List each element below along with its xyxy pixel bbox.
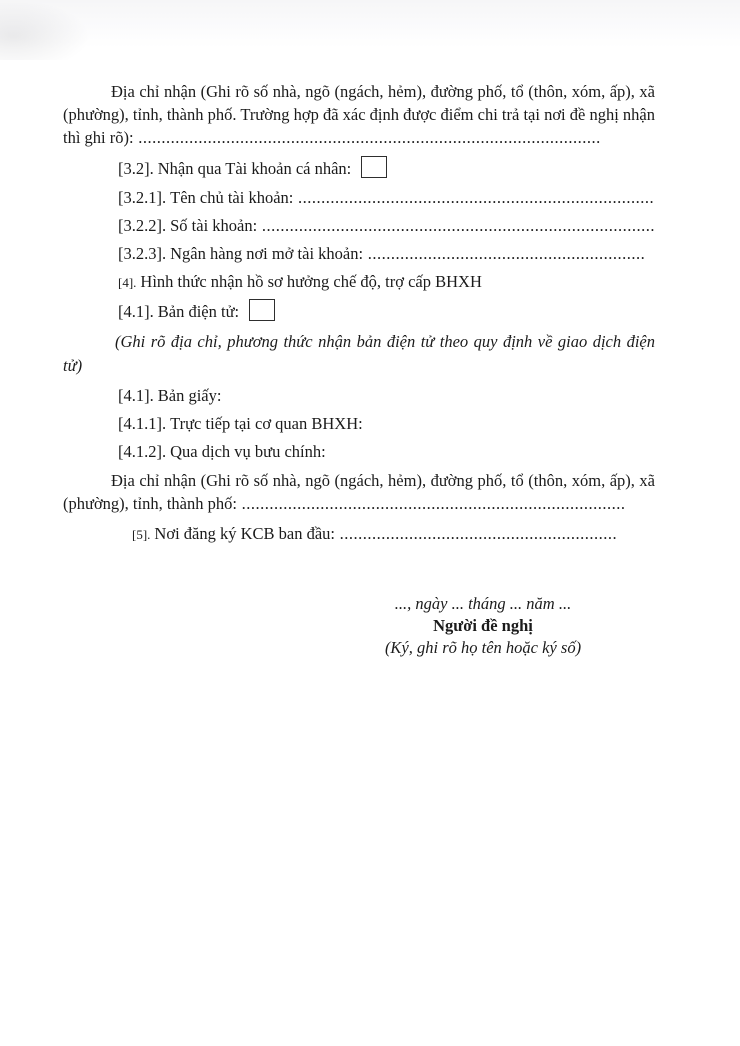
item-4-1-electronic-copy: [63, 299, 655, 323]
item-5-fill-line: ............................................................: [335, 524, 618, 543]
signature-instruction: (Ký, ghi rõ họ tên hoặc ký số): [384, 638, 582, 657]
form-content: [63, 80, 655, 658]
item-4-1-1-label: Trực tiếp tại cơ quan BHXH:: [170, 414, 363, 433]
item-3-2-label: Nhận qua Tài khoản cá nhân:: [157, 159, 352, 178]
address-paragraph-1: [63, 80, 655, 149]
item-3-2-2-number: [3.2.2].: [118, 216, 167, 235]
item-3-2-3-fill-line: ............................................................: [363, 244, 646, 263]
signature-block: [333, 593, 633, 658]
item-4-dossier-receive-method: [63, 270, 655, 294]
item-5-number: [5].: [132, 527, 151, 542]
item-3-2-1-number: [3.2.1].: [118, 188, 167, 207]
item-4-label: Hình thức nhận hồ sơ hưởng chế độ, trợ cấp BHXH: [140, 272, 482, 291]
address-paragraph-2: [63, 469, 655, 515]
scan-corner-artifact: [0, 0, 90, 60]
item-3-2-2-label: Số tài khoản:: [170, 216, 258, 235]
item-5-initial-kcb-registration: [63, 522, 655, 546]
address-paragraph-2-text: Địa chỉ nhận (Ghi rõ số nhà, ngõ (ngách, hẻm), đường phố, tổ (thôn, xóm, ấp), xã (phường), tỉnh, thành phố:: [63, 471, 655, 513]
item-4-number: [4].: [118, 275, 137, 290]
item-4-1-electronic-number: [4.1].: [118, 302, 154, 321]
item-3-2-1-label: Tên chủ tài khoản:: [170, 188, 294, 207]
item-3-2-3-label: Ngân hàng nơi mở tài khoản:: [170, 244, 364, 263]
item-3-2-2-fill-line: .....................................................................................: [257, 216, 655, 235]
scan-shade-artifact: [0, 0, 740, 48]
signature-date-line: ..., ngày ... tháng ... năm ...: [394, 594, 572, 613]
personal-account-checkbox[interactable]: [361, 156, 387, 178]
electronic-copy-note: (Ghi rõ địa chỉ, phương thức nhận bản điện tử theo quy định về giao dịch điện tử): [63, 332, 655, 375]
item-4-1-electronic-label: Bản điện tử:: [157, 302, 240, 321]
item-4-1-2-postal-service: [63, 440, 655, 463]
signature-role: Người đề nghị: [433, 616, 533, 635]
item-3-2-number: [3.2].: [118, 159, 154, 178]
item-3-2-2-account-number: [63, 214, 655, 237]
item-3-2-3-bank: [63, 242, 655, 265]
item-5-label: Nơi đăng ký KCB ban đầu:: [154, 524, 336, 543]
item-4-1-paper-label: Bản giấy:: [157, 386, 222, 405]
item-4-1-paper-number: [4.1].: [118, 386, 154, 405]
item-3-2-1-account-holder: [63, 186, 655, 209]
item-4-1-paper-copy: [63, 384, 655, 407]
address-paragraph-1-text: Địa chỉ nhận (Ghi rõ số nhà, ngõ (ngách, hẻm), đường phố, tổ (thôn, xóm, ấp), xã (phường), tỉnh, thành phố. Trường hợp đã xác định được điểm chi trả tại nơi đề nghị nhận thì ghi rõ):: [63, 82, 655, 147]
item-4-1-1-number: [4.1.1].: [118, 414, 167, 433]
item-4-1-1-direct-at-agency: [63, 412, 655, 435]
item-4-1-2-number: [4.1.2].: [118, 442, 167, 461]
item-3-2-1-fill-line: .............................................................................: [293, 188, 655, 207]
item-3-2-3-number: [3.2.3].: [118, 244, 167, 263]
item-3-2-personal-account: [63, 156, 655, 180]
electronic-copy-checkbox[interactable]: [249, 299, 275, 321]
address-paragraph-2-fill-line: ...................................................................................: [236, 494, 626, 513]
item-4-1-2-label: Qua dịch vụ bưu chính:: [170, 442, 326, 461]
address-paragraph-1-fill-line: ....................................................................................................: [133, 128, 601, 147]
